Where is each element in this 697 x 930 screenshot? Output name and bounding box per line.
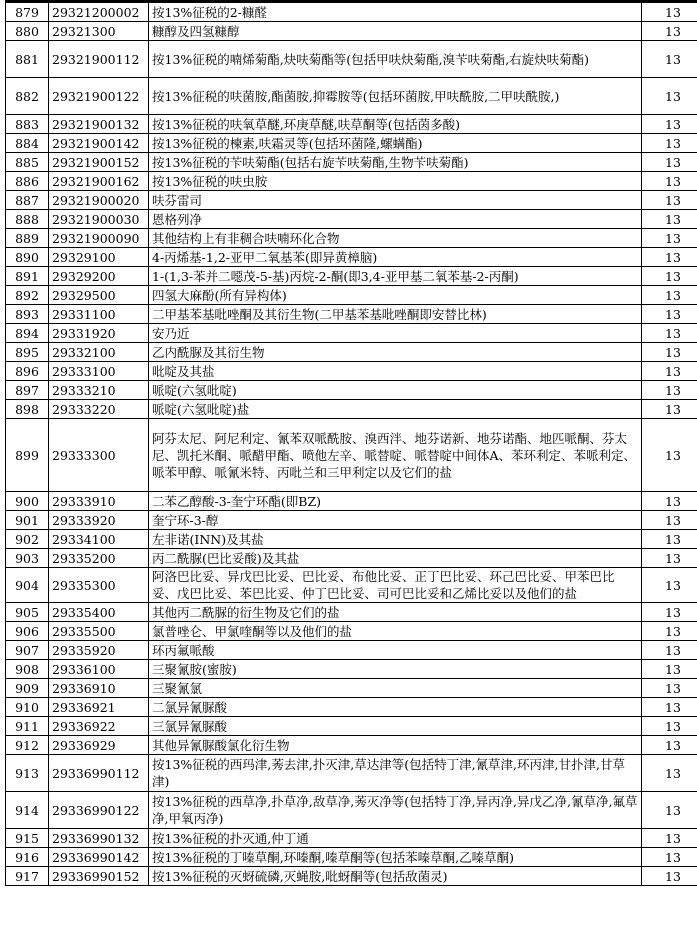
- row-number: 902: [6, 530, 49, 549]
- table-row: [6, 115, 697, 134]
- rebate-rate: 13: [642, 848, 697, 867]
- rebate-rate: 13: [642, 343, 697, 362]
- rebate-rate: 13: [642, 305, 697, 324]
- tariff-code: 29336990112: [49, 755, 149, 792]
- table-row: [6, 324, 697, 343]
- row-number: 882: [6, 78, 49, 115]
- rebate-rate: 13: [642, 22, 697, 41]
- rebate-rate: 13: [642, 530, 697, 549]
- row-number: 896: [6, 362, 49, 381]
- rebate-rate: 13: [642, 286, 697, 305]
- table-row: [6, 568, 697, 603]
- row-number: 887: [6, 191, 49, 210]
- tariff-code: 29321200002: [49, 2, 149, 22]
- table-row: [6, 622, 697, 641]
- table-row: [6, 22, 697, 41]
- rebate-rate: 13: [642, 549, 697, 568]
- rebate-rate: 13: [642, 679, 697, 698]
- rebate-rate: 13: [642, 511, 697, 530]
- rebate-rate: 13: [642, 755, 697, 792]
- goods-description: 按13%征税的西玛津,莠去津,扑灭津,草达津等(包括特丁津,氰草津,环丙津,甘扑津,甘草津): [149, 755, 642, 792]
- goods-description: 三聚氰氯: [149, 679, 642, 698]
- tariff-code: 29336990152: [49, 867, 149, 886]
- goods-description: 按13%征税的呋氧草醚,环庚草醚,呋草酮等(包括茵多酸): [149, 115, 642, 134]
- tariff-code: 29336929: [49, 736, 149, 755]
- tariff-code: 29321900090: [49, 229, 149, 248]
- rebate-rate: 13: [642, 172, 697, 191]
- tariff-code: 29321900030: [49, 210, 149, 229]
- tariff-code: 29333300: [49, 419, 149, 492]
- goods-description: 4-丙烯基-1,2-亚甲二氧基苯(即异黄樟脑): [149, 248, 642, 267]
- table-row: [6, 641, 697, 660]
- row-number: 904: [6, 568, 49, 603]
- tariff-code: 29335920: [49, 641, 149, 660]
- rebate-rate: 13: [642, 381, 697, 400]
- rebate-rate: 13: [642, 191, 697, 210]
- rebate-rate: 13: [642, 603, 697, 622]
- row-number: 884: [6, 134, 49, 153]
- tariff-code: 29333210: [49, 381, 149, 400]
- tariff-code: 29336100: [49, 660, 149, 679]
- row-number: 911: [6, 717, 49, 736]
- goods-description: 二氯异氰脲酸: [149, 698, 642, 717]
- tariff-code: 29333100: [49, 362, 149, 381]
- tariff-code: 29335500: [49, 622, 149, 641]
- rebate-rate: 13: [642, 867, 697, 886]
- rebate-rate: 13: [642, 229, 697, 248]
- goods-description: 阿洛巴比妥、异戊巴比妥、巴比妥、布他比妥、正丁巴比妥、环己巴比妥、甲苯巴比妥、戊巴比妥、苯巴比妥、仲丁巴比妥、司可巴比妥和乙烯比妥以及他们的盐: [149, 568, 642, 603]
- row-number: 901: [6, 511, 49, 530]
- goods-description: 按13%征税的呋菌胺,酯菌胺,抑霉胺等(包括环菌胺,甲呋酰胺,二甲呋酰胺,): [149, 78, 642, 115]
- rebate-rate: 13: [642, 2, 697, 22]
- goods-description: 丙二酰脲(巴比妥酸)及其盐: [149, 549, 642, 568]
- table-row: [6, 191, 697, 210]
- table-row: [6, 400, 697, 419]
- tariff-code: 29336990122: [49, 792, 149, 829]
- rebate-rate: 13: [642, 698, 697, 717]
- row-number: 895: [6, 343, 49, 362]
- row-number: 903: [6, 549, 49, 568]
- row-number: 912: [6, 736, 49, 755]
- goods-description: 四氢大麻酚(所有异构体): [149, 286, 642, 305]
- goods-description: 阿芬太尼、阿尼利定、氰苯双哌酰胺、溴西泮、地芬诺新、地芬诺酯、地匹哌酮、芬太尼、凯托米酮、哌醋甲酯、喷他左辛、哌替啶、哌替啶中间体A、苯环利定、苯哌利定、哌苯甲醇、哌氰米特、丙吡兰和三甲利定以及它们的盐: [149, 419, 642, 492]
- row-number: 913: [6, 755, 49, 792]
- tariff-code: 29321900142: [49, 134, 149, 153]
- rebate-rate: 13: [642, 717, 697, 736]
- table-row: [6, 511, 697, 530]
- table-row: [6, 698, 697, 717]
- row-number: 909: [6, 679, 49, 698]
- goods-description: 安乃近: [149, 324, 642, 343]
- goods-description: 吡啶及其盐: [149, 362, 642, 381]
- goods-description: 哌啶(六氢吡啶): [149, 381, 642, 400]
- rebate-rate: 13: [642, 210, 697, 229]
- tariff-code: 29336921: [49, 698, 149, 717]
- table-row: [6, 792, 697, 829]
- table-row: [6, 267, 697, 286]
- rebate-rate: 13: [642, 622, 697, 641]
- row-number: 881: [6, 41, 49, 78]
- goods-description: 奎宁环-3-醇: [149, 511, 642, 530]
- goods-description: 二甲基苯基吡唑酮及其衍生物(二甲基苯基吡唑酮即安替比林): [149, 305, 642, 324]
- goods-description: 其他丙二酰脲的衍生物及它们的盐: [149, 603, 642, 622]
- row-number: 910: [6, 698, 49, 717]
- row-number: 917: [6, 867, 49, 886]
- goods-description: 按13%征税的楝素,呋霜灵等(包括环菌隆,螺螨酯): [149, 134, 642, 153]
- rebate-rate: 13: [642, 41, 697, 78]
- tariff-table-page: [5, 0, 691, 886]
- goods-description: 恩格列净: [149, 210, 642, 229]
- goods-description: 三聚氰胺(蜜胺): [149, 660, 642, 679]
- table-row: [6, 41, 697, 78]
- table-row: [6, 867, 697, 886]
- row-number: 883: [6, 115, 49, 134]
- table-row: [6, 549, 697, 568]
- row-number: 914: [6, 792, 49, 829]
- goods-description: 按13%征税的丁嗪草酮,环嗪酮,嗪草酮等(包括苯嗪草酮,乙嗪草酮): [149, 848, 642, 867]
- tariff-code: 29321900152: [49, 153, 149, 172]
- row-number: 892: [6, 286, 49, 305]
- row-number: 915: [6, 829, 49, 848]
- table-row: [6, 660, 697, 679]
- table-row: [6, 530, 697, 549]
- tariff-code: 29321900112: [49, 41, 149, 78]
- row-number: 889: [6, 229, 49, 248]
- table-row: [6, 679, 697, 698]
- rebate-rate: 13: [642, 792, 697, 829]
- tariff-code: 29335300: [49, 568, 149, 603]
- table-row: [6, 848, 697, 867]
- tariff-code: 29321900020: [49, 191, 149, 210]
- tariff-code: 29335200: [49, 549, 149, 568]
- tariff-code: 29333220: [49, 400, 149, 419]
- rebate-rate: 13: [642, 134, 697, 153]
- rebate-rate: 13: [642, 660, 697, 679]
- tariff-code: 29333920: [49, 511, 149, 530]
- goods-description: 乙内酰脲及其衍生物: [149, 343, 642, 362]
- table-row: [6, 362, 697, 381]
- rebate-rate: 13: [642, 248, 697, 267]
- table-row: [6, 134, 697, 153]
- table-row: [6, 603, 697, 622]
- tariff-code: 29329500: [49, 286, 149, 305]
- tariff-table-body: [6, 2, 697, 886]
- rebate-rate: 13: [642, 641, 697, 660]
- tariff-code: 29332100: [49, 343, 149, 362]
- row-number: 907: [6, 641, 49, 660]
- goods-description: 1-(1,3-苯并二噁茂-5-基)丙烷-2-酮(即3,4-亚甲基二氧苯基-2-丙酮): [149, 267, 642, 286]
- row-number: 900: [6, 492, 49, 511]
- table-row: [6, 829, 697, 848]
- row-number: 880: [6, 22, 49, 41]
- tariff-code: 29321300: [49, 22, 149, 41]
- rebate-rate: 13: [642, 78, 697, 115]
- rebate-rate: 13: [642, 362, 697, 381]
- rebate-rate: 13: [642, 829, 697, 848]
- goods-description: 二苯乙醇酸-3-奎宁环酯(即BZ): [149, 492, 642, 511]
- tariff-code: 29334100: [49, 530, 149, 549]
- row-number: 905: [6, 603, 49, 622]
- rebate-rate: 13: [642, 324, 697, 343]
- goods-description: 按13%征税的2-糠醛: [149, 2, 642, 22]
- table-row: [6, 2, 697, 22]
- tariff-code: 29321900132: [49, 115, 149, 134]
- table-row: [6, 492, 697, 511]
- row-number: 886: [6, 172, 49, 191]
- goods-description: 三氯异氰脲酸: [149, 717, 642, 736]
- row-number: 894: [6, 324, 49, 343]
- goods-description: 氯普唑仑、甲氯喹酮等以及他们的盐: [149, 622, 642, 641]
- row-number: 906: [6, 622, 49, 641]
- table-row: [6, 419, 697, 492]
- rebate-rate: 13: [642, 267, 697, 286]
- goods-description: 哌啶(六氢吡啶)盐: [149, 400, 642, 419]
- tariff-code: 29329100: [49, 248, 149, 267]
- rebate-rate: 13: [642, 400, 697, 419]
- table-row: [6, 717, 697, 736]
- table-row: [6, 210, 697, 229]
- rebate-rate: 13: [642, 492, 697, 511]
- row-number: 897: [6, 381, 49, 400]
- goods-description: 按13%征税的西草净,扑草净,敌草净,莠灭净等(包括特丁净,异丙净,异戊乙净,氰草净,氟草净,甲氧丙净): [149, 792, 642, 829]
- goods-description: 糠醇及四氢糠醇: [149, 22, 642, 41]
- tariff-code: 29333910: [49, 492, 149, 511]
- goods-description: 按13%征税的灭蚜硫磷,灭蝇胺,吡蚜酮等(包括敌菌灵): [149, 867, 642, 886]
- goods-description: 按13%征税的喃烯菊酯,炔呋菊酯等(包括甲呋炔菊酯,溴苄呋菊酯,右旋炔呋菊酯): [149, 41, 642, 78]
- row-number: 879: [6, 2, 49, 22]
- tariff-code: 29336990132: [49, 829, 149, 848]
- tariff-table: [5, 0, 697, 886]
- table-row: [6, 153, 697, 172]
- tariff-code: 29331920: [49, 324, 149, 343]
- table-row: [6, 172, 697, 191]
- table-row: [6, 305, 697, 324]
- goods-description: 环丙氟哌酸: [149, 641, 642, 660]
- table-row: [6, 381, 697, 400]
- tariff-code: 29321900162: [49, 172, 149, 191]
- row-number: 888: [6, 210, 49, 229]
- tariff-code: 29335400: [49, 603, 149, 622]
- rebate-rate: 13: [642, 419, 697, 492]
- row-number: 916: [6, 848, 49, 867]
- row-number: 885: [6, 153, 49, 172]
- goods-description: 左非诺(INN)及其盐: [149, 530, 642, 549]
- goods-description: 按13%征税的呋虫胺: [149, 172, 642, 191]
- table-row: [6, 78, 697, 115]
- row-number: 893: [6, 305, 49, 324]
- row-number: 908: [6, 660, 49, 679]
- goods-description: 按13%征税的扑灭通,仲丁通: [149, 829, 642, 848]
- row-number: 891: [6, 267, 49, 286]
- rebate-rate: 13: [642, 115, 697, 134]
- row-number: 899: [6, 419, 49, 492]
- rebate-rate: 13: [642, 153, 697, 172]
- goods-description: 其他结构上有非稠合呋喃环化合物: [149, 229, 642, 248]
- table-row: [6, 229, 697, 248]
- goods-description: 其他异氰脲酸氯化衍生物: [149, 736, 642, 755]
- goods-description: 呋芬雷司: [149, 191, 642, 210]
- tariff-code: 29329200: [49, 267, 149, 286]
- row-number: 890: [6, 248, 49, 267]
- table-row: [6, 343, 697, 362]
- rebate-rate: 13: [642, 736, 697, 755]
- table-row: [6, 248, 697, 267]
- tariff-code: 29336922: [49, 717, 149, 736]
- tariff-code: 29336910: [49, 679, 149, 698]
- rebate-rate: 13: [642, 568, 697, 603]
- tariff-code: 29331100: [49, 305, 149, 324]
- table-row: [6, 736, 697, 755]
- table-row: [6, 286, 697, 305]
- row-number: 898: [6, 400, 49, 419]
- goods-description: 按13%征税的苄呋菊酯(包括右旋苄呋菊酯,生物苄呋菊酯): [149, 153, 642, 172]
- table-row: [6, 755, 697, 792]
- tariff-code: 29336990142: [49, 848, 149, 867]
- tariff-code: 29321900122: [49, 78, 149, 115]
